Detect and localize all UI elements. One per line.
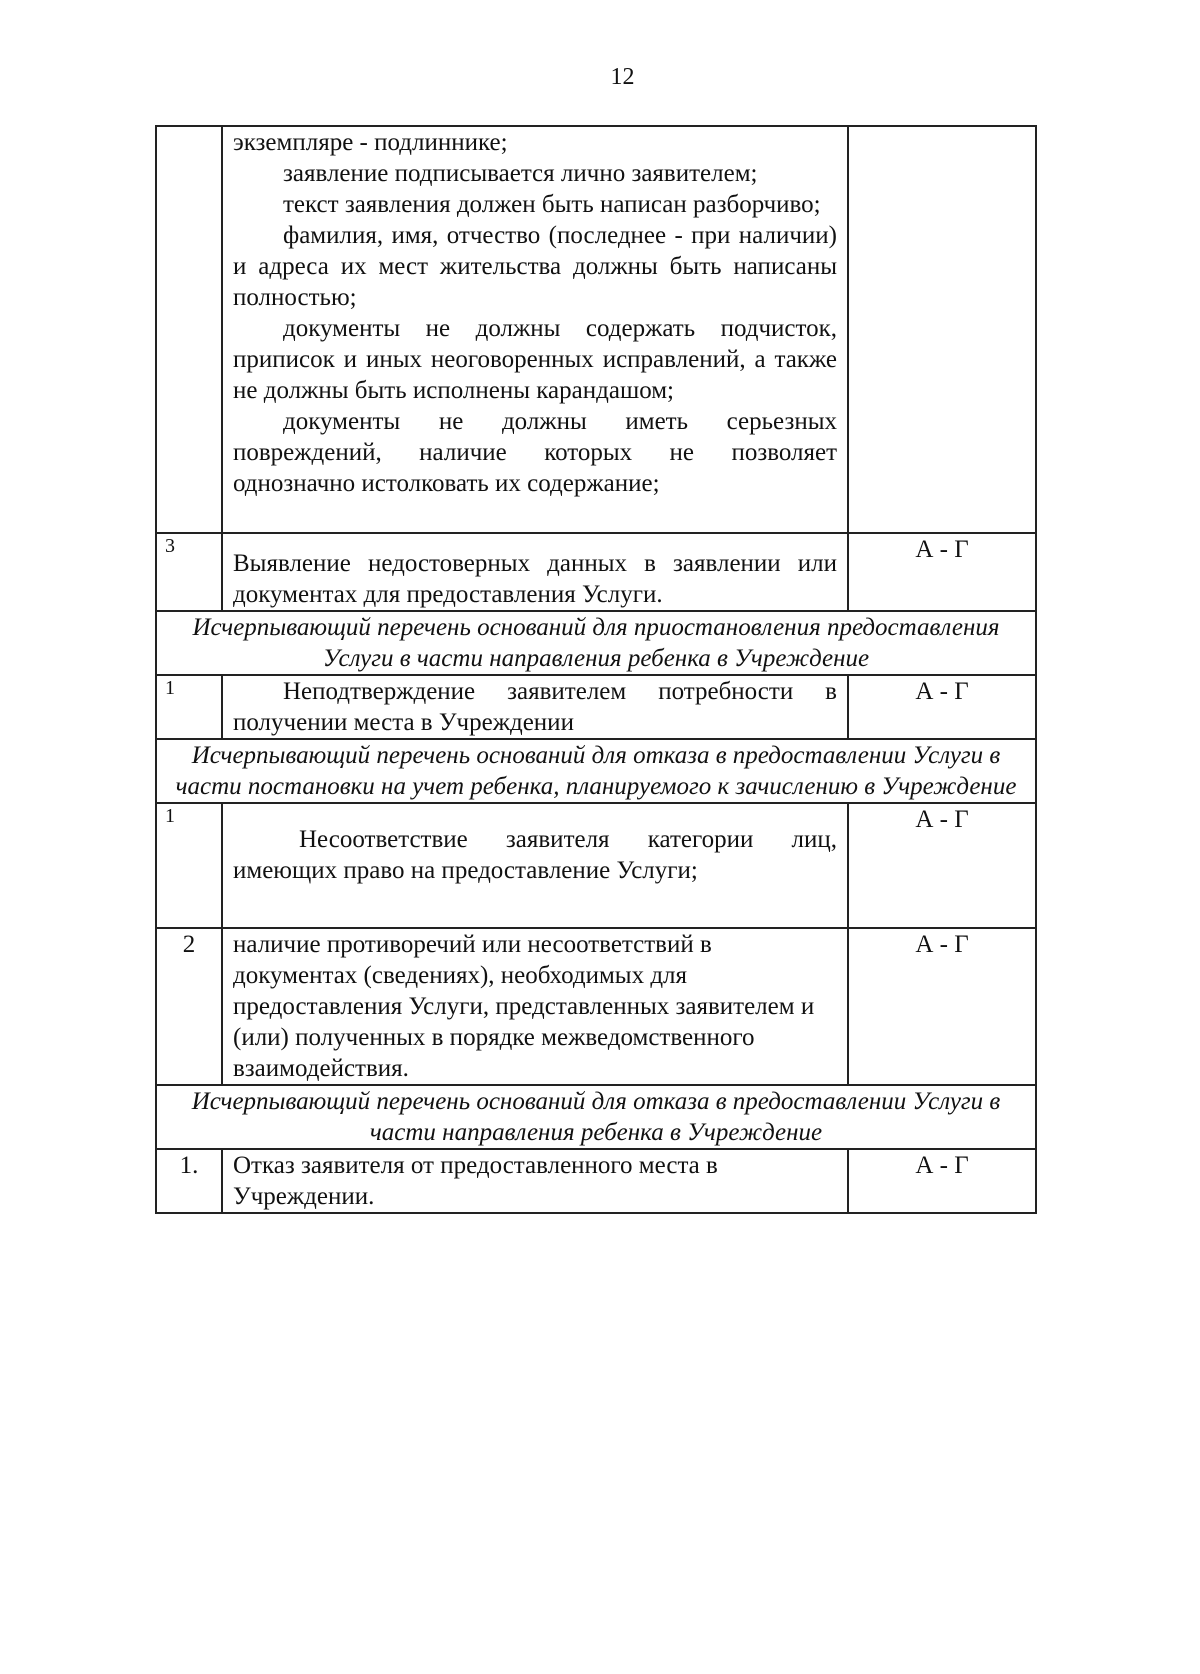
paragraph: экземпляре - подлиннике;	[233, 129, 508, 156]
row-code: А - Г	[848, 533, 1036, 611]
row-text	[222, 675, 848, 739]
row-text	[222, 126, 848, 533]
section-heading-row	[156, 1085, 1036, 1149]
row-number: 3	[156, 533, 222, 611]
row-code: А - Г	[848, 803, 1036, 928]
paragraph: Неподтверждение заявителем потребности в получении места в Учреждении	[233, 678, 837, 736]
paragraph: наличие противоречий или несоответствий в документах (сведениях), необходимых для предоставления Услуги, представленных заявителем и (или) полученных в порядке межведомственного взаимодействия.	[233, 931, 815, 1082]
paragraph: Отказ заявителя от предоставленного места в Учреждении.	[233, 1152, 718, 1210]
section-heading: Исчерпывающий перечень оснований для отказа в предоставлении Услуги в части направления ребенка в Учреждение	[156, 1085, 1036, 1149]
paragraph: фамилия, имя, отчество (последнее - при наличии) и адреса их мест жительства должны быть написаны полностью;	[233, 222, 837, 311]
section-heading: Исчерпывающий перечень оснований для отказа в предоставлении Услуги в части постановки на учет ребенка, планируемого к зачислению в Учреждение	[156, 739, 1036, 803]
row-text	[222, 803, 848, 928]
section-heading-row	[156, 739, 1036, 803]
row-code: А - Г	[848, 1149, 1036, 1213]
section-heading: Исчерпывающий перечень оснований для приостановления предоставления Услуги в части направления ребенка в Учреждение	[156, 611, 1036, 675]
row-text	[222, 533, 848, 611]
paragraph: Несоответствие заявителя категории лиц, имеющих право на предоставление Услуги;	[233, 826, 837, 884]
paragraph: заявление подписывается лично заявителем;	[283, 160, 758, 187]
row-number: 1	[156, 803, 222, 928]
row-code	[848, 126, 1036, 533]
paragraph: документы не должны содержать подчисток, приписок и иных неоговоренных исправлений, а также не должны быть исполнены карандашом;	[233, 315, 837, 404]
paragraph: текст заявления должен быть написан разборчиво;	[283, 191, 821, 218]
row-number: 1	[156, 675, 222, 739]
paragraph: Выявление недостоверных данных в заявлении или документах для предоставления Услуги.	[233, 550, 837, 608]
section-heading-row	[156, 611, 1036, 675]
row-text	[222, 1149, 848, 1213]
row-number: 1.	[156, 1149, 222, 1213]
row-code: А - Г	[848, 928, 1036, 1085]
table-row	[156, 1149, 1036, 1213]
row-code: А - Г	[848, 675, 1036, 739]
row-number	[156, 126, 222, 533]
grounds-table	[155, 125, 1037, 1214]
paragraph: документы не должны иметь серьезных повреждений, наличие которых не позволяет однозначно истолковать их содержание;	[233, 408, 837, 497]
table-row	[156, 928, 1036, 1085]
table-row	[156, 803, 1036, 928]
table-row	[156, 533, 1036, 611]
table-row	[156, 126, 1036, 533]
table-row	[156, 675, 1036, 739]
row-number: 2	[156, 928, 222, 1085]
page-number: 12	[610, 64, 635, 90]
row-text	[222, 928, 848, 1085]
